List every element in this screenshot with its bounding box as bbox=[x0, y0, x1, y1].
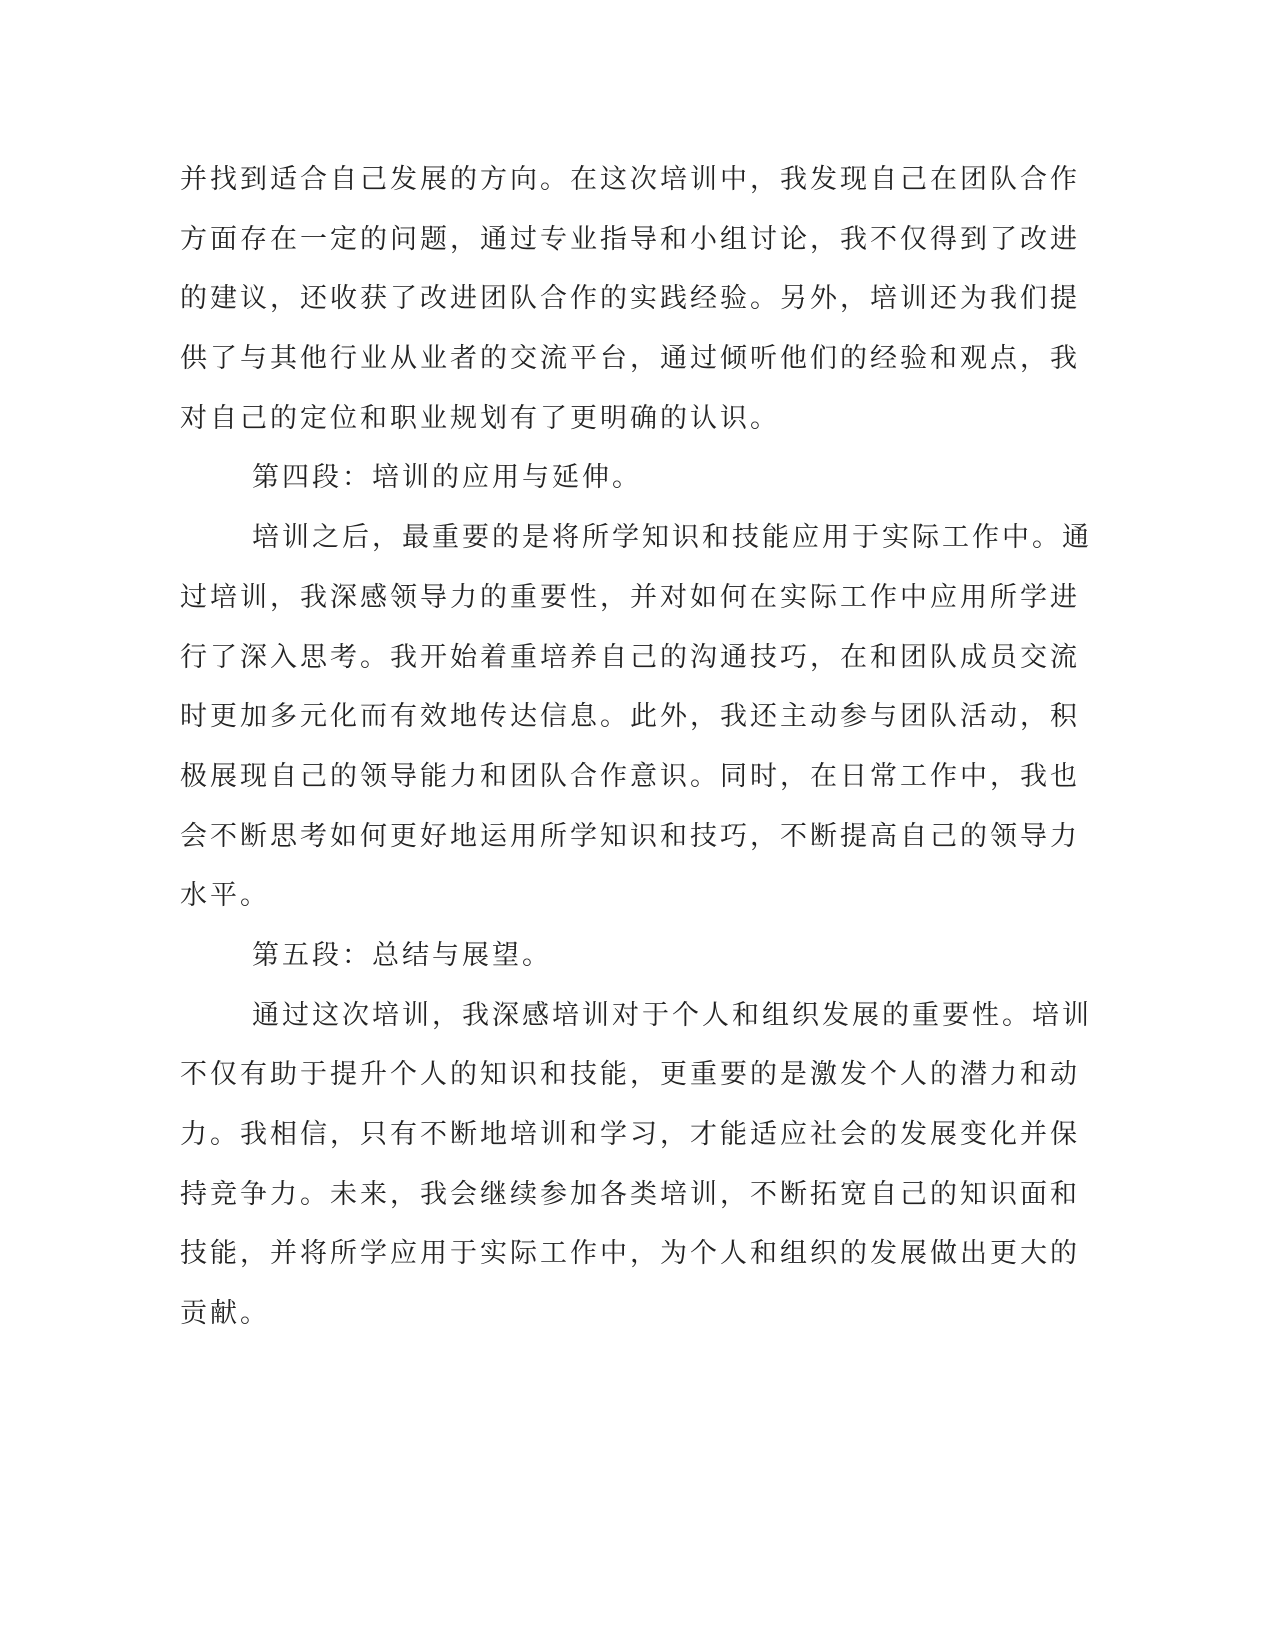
section-5-paragraph bbox=[180, 986, 1092, 1344]
paragraph-line: 持竞争力。未来，我会继续参加各类培训，不断拓宽自己的知识面和 bbox=[180, 1178, 1080, 1210]
paragraph-line: 会不断思考如何更好地运用所学知识和技巧，不断提高自己的领导力 bbox=[180, 820, 1080, 852]
paragraph-line: 技能，并将所学应用于实际工作中，为个人和组织的发展做出更大的 bbox=[180, 1238, 1080, 1270]
paragraph-line: 过培训，我深感领导力的重要性，并对如何在实际工作中应用所学进 bbox=[180, 581, 1080, 613]
paragraph-line: 力。我相信，只有不断地培训和学习，才能适应社会的发展变化并保 bbox=[180, 1119, 1080, 1150]
paragraph-line: 水平。 bbox=[180, 880, 270, 912]
paragraph-line: 极展现自己的领导能力和团队合作意识。同时，在日常工作中，我也 bbox=[180, 760, 1080, 792]
section-heading-5: 第五段：总结与展望。 bbox=[252, 939, 552, 971]
document-page bbox=[180, 150, 1092, 1344]
paragraph-line: 并找到适合自己发展的方向。在这次培训中，我发现自己在团队合作 bbox=[180, 164, 1080, 195]
paragraph-line: 时更加多元化而有效地传达信息。此外，我还主动参与团队活动，积 bbox=[180, 701, 1080, 733]
paragraph-line: 行了深入思考。我开始着重培养自己的沟通技巧，在和团队成员交流 bbox=[180, 641, 1080, 673]
section-4-paragraph bbox=[180, 508, 1092, 926]
continuation-paragraph bbox=[180, 150, 1080, 448]
paragraph-line: 不仅有助于提升个人的知识和技能，更重要的是激发个人的潜力和动 bbox=[180, 1059, 1080, 1091]
paragraph-line: 贡献。 bbox=[180, 1298, 270, 1330]
paragraph-line: 供了与其他行业从业者的交流平台，通过倾听他们的经验和观点，我 bbox=[180, 343, 1080, 375]
paragraph-line: 培训之后，最重要的是将所学知识和技能应用于实际工作中。通 bbox=[252, 522, 1092, 554]
paragraph-line: 对自己的定位和职业规划有了更明确的认识。 bbox=[180, 402, 780, 434]
paragraph-line: 通过这次培训，我深感培训对于个人和组织发展的重要性。培训 bbox=[252, 999, 1092, 1031]
paragraph-line: 的建议，还收获了改进团队合作的实践经验。另外，培训还为我们提 bbox=[180, 283, 1080, 315]
paragraph-line: 方面存在一定的问题，通过专业指导和小组讨论，我不仅得到了改进 bbox=[180, 223, 1080, 255]
section-heading-4: 第四段：培训的应用与延伸。 bbox=[252, 462, 642, 494]
